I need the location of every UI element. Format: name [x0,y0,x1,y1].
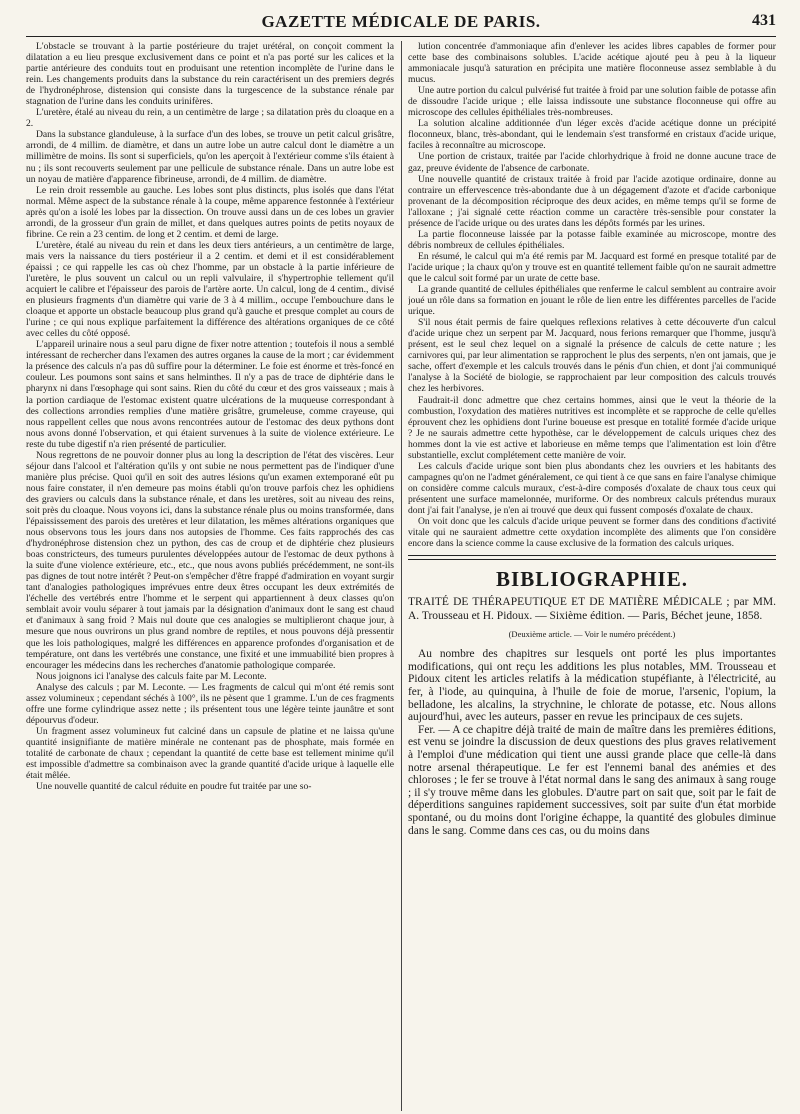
paragraph: L'obstacle se trouvant à la partie postérieure du trajet urétéral, on conçoit comment la dilatation a eu lieu presque exclusivement dans ce point et n'a pas porté sur les calices et la partie antérieure des conduits tout en produisant une retention incomplète de l'urine dans le rein. Les changements produits dans la substance du rein caractérisent un des premiers degrés de l'hydronéphrose, distension qui consiste dans la turgescence de la substance rénale par stagnation de l'urine dans les conduits urinifères. [26,41,394,108]
paragraph: En résumé, le calcul qui m'a été remis par M. Jacquard est formé en presque totalité par de l'acide urique ; la chaux qu'on y trouve est en quantité tellement faible qu'on ne saurait admettre que le calcul soit formé par un urate de cette base. [408,250,776,284]
paragraph: La grande quantité de cellules épithéliales que renferme le calcul semblent au contraire avoir joué un rôle dans sa formation en jouant le rôle de lien entre les différentes parcelles de l'acide urique. [408,284,776,318]
paragraph: Une autre portion du calcul pulvérisé fut traitée à froid par une solution faible de potasse afin de dissoudre l'acide urique ; elle laissa indissoute une substance floconneuse qui offre au microscope des cellules épithéliales très-nombreuses. [408,85,776,119]
journal-title: GAZETTE MÉDICALE DE PARIS. [261,12,541,31]
paragraph: Le rein droit ressemble au gauche. Les lobes sont plus distincts, plus isolés que dans l'état normal. Même aspect de la substance rénale à la coupe, même apparence festonnée à l'extérieur après qu'on a isolé les lobes par la dissection. On trouve aussi dans un de ces lobes un gravier arrondi, de la grosseur d'un grain de millet, et dans quelques autres points de petits noyaux de fibrine. Ce rein a 23 centim. de long et 2 centim. et demi de large. [26,184,394,240]
paragraph: Au nombre des chapitres sur lesquels ont porté les plus importantes modifications, qui ont reçu les additions les plus notables, MM. Trousseau et Pidoux citent les articles relatifs à la médication stupéfiante, à l'électricité, au fer, à l'iode, au quinquina, à l'huile de foie de morue, l'arsenic, l'opium, la belladone, les alcalins, la strychnine, le chlorate de potasse, etc. Nous allons aujourd'hui, avec les auteurs, passer en revue les principaux de ces sujets. [408,648,776,724]
paragraph: Dans la substance glanduleuse, à la surface d'un des lobes, se trouve un petit calcul grisâtre, arrondi, de 4 millim. de diamètre, et dans un autre lobe un autre calcul dont le diamètre a un millimètre de moins. Ils sont si superficiels, qu'on les aperçoit à l'extérieur comme s'ils étaient à nu ; ils sont recouverts seulement par une pellicule de substance rénale. Dans un autre lobe est un noyau de matière d'apparence fibrineuse, arrondi, de 4 millim. de diamètre. [26,129,394,185]
paragraph: Les calculs d'acide urique sont bien plus abondants chez les ouvriers et les habitants des campagnes qu'on ne l'admet généralement, ce qui tient à ce que sans en faire l'analyse chimique on considère comme calculs muraux, c'est-à-dire composés d'oxalate de chaux tous ceux qui présentent une surface mamelonnée, muriforme. Or des nombreux calculs prétendus muraux dont j'ai fait l'analyse, je n'en ai trouvé que deux qui fussent composés d'oxalate de chaux. [408,460,776,516]
columns [26,41,776,1111]
paragraph: Analyse des calculs ; par M. Leconte. — Les fragments de calcul qui m'ont été remis sont assez volumineux ; cependant séchés à 100°, ils ne pèsent que 1 gramme. L'un de ces fragments offre une forme cylindrique assez nette ; ils présentent tous une légère teinte jaunâtre et sont dépourvus d'odeur. [26,681,394,726]
article-note: (Deuxième article. — Voir le numéro précédent.) [508,629,676,640]
paragraph: Nous regrettons de ne pouvoir donner plus au long la description de l'état des viscères. Leur séjour dans l'alcool et l'altération qu'ils y ont subie ne nous permettent pas de l'indiquer d'une manière plus précise. Quoi qu'il en soit des autres lésions qu'un examen extemporané eût pu nous faire constater, il n'en demeure pas moins établi qu'on trouve parfois chez les ophidiens des graviers ou calculs dans la substance rénale, et dans les uretères, soit au niveau des reins, soit près du cloaque. Nous voyons ici, dans la substance rénale plus ou moins transformée, dans l'épaississement des parois des uretères et leur dilatation, les mêmes altérations organiques que nous observons tous les jours dans nos autopsies de l'homme. Ces faits rapprochés des cas d'hydronéphrose distension chez un python, des cas de croup et de diphtérie chez plusieurs boas constricteurs, des tumeurs purulentes développées autour de l'estomac de deux pythons à la suite d'une violence extérieure, etc., etc., que nous avons publiés précédemment, ne sont-ils pas dignes de tout notre intérêt ? Peut-on s'empêcher d'être frappé d'admiration en voyant surgir tant d'analogies pathologiques imprévues entre deux êtres occupant les deux extrémités de l'échelle des vertébrés entre l'homme et le serpent qui appartiennent à deux classes qu'on semblait avoir voulu séparer à tout jamais par la désignation d'animaux dont le sang est chaud et d'animaux à sang froid ? Mais nul doute que ces analogies se multiplieront chaque jour, à mesure que nous ouvrirons un plus grand nombre de reptiles, et nous pouvons déjà pressentir que les lois pathologiques, malgré les différences en apparence profondes d'organisation et de température, ont dans les vertébrés une constance, une fixité et une immuabilité bien propres à encourager les médecins dans les recherches d'anatomie pathologique comparée. [26,449,394,671]
paragraph: S'il nous était permis de faire quelques reflexions relatives à cette découverte d'un calcul d'acide urique chez un serpent par M. Jacquard, nous ferions remarquer que l'homme, jusqu'à présent, est le seul chez lequel on a signalé la présence de calculs de cette nature ; les carnivores qui, par leur alimentation se rapprochent le plus des serpents, n'en ont jamais, que je sache, offert d'exemple et les calculs trouvés dans le pénis d'un chien, et dont j'ai communiqué l'analyse à la Société de biologie, se rapprochaient par leur composition des calculs trouvés chez les herbivores. [408,317,776,395]
paragraph: La partie floconneuse laissée par la potasse faible examinée au microscope, montre des débris nombreux de cellules épithéliales. [408,228,776,251]
paragraph: La solution alcaline additionnée d'un léger excès d'acide acétique donne un précipité floconneux, blanc, très-abondant, qui le lendemain s'est transformé en cristaux d'acide urique, faciles à reconnaître au microscope. [408,118,776,152]
paragraph: Une nouvelle quantité de cristaux traitée à froid par l'acide azotique ordinaire, donne au contraire un effervescence très-abondante due à un dégagement d'azote et d'acide carbonique provenant de la décomposition réciproque des deux acides, en même temps qu'il se forme de l'alloxane ; j'ai signalé cette réaction comme un caractère très-sensible pour constater la présence de l'acide urique ou des urates dans les dépôts formés par les urines. [408,173,776,229]
bibliography-text [408,648,776,837]
paragraph: Nous joignons ici l'analyse des calculs faite par M. Leconte. [36,670,267,682]
bibliography-heading: BIBLIOGRAPHIE. [496,567,688,592]
paragraph: Un fragment assez volumineux fut calciné dans un capsule de platine et ne laissa qu'une quantité insignifiante de matière minérale ne contenant pas de phosphate, mais formée en totalité de carbonate de chaux ; cependant la quantité de cette base est tellement minime qu'il est impossible d'admettre sa combinaison avec la grande quantité d'acide urique à laquelle elle était mêlée. [26,725,394,782]
paragraph: Une nouvelle quantité de calcul réduite en poudre fut traitée par une so- [36,781,312,793]
paragraph: Fer. — A ce chapitre déjà traité de main de maître dans les premières éditions, est venu se joindre la discussion de deux questions des plus graves relativement à l'emploi d'une médication qui tient une aussi grande place que celle-là dans notre arsenal thérapeutique. Le fer est l'ennemi banal des anémies et des chloroses ; le fer se trouve à l'état normal dans le sang des animaux à sang rouge ; il s'y trouve même dans les globules. D'autre part on sait que, soit par le fait de déperditions sanguines rapidement successives, soit par suite d'un état morbide spontané, ou du moins dont l'origine échappe, la quantité des globules diminue dans le sang. Comme dans ces cas, ou du moins dans [408,723,776,837]
left-column [26,41,394,1111]
book-citation: TRAITÉ DE THÉRAPEUTIQUE ET DE MATIÈRE MÉDICALE ; par MM. A. Trousseau et H. Pidoux. — Sixième édition. — Paris, Béchet jeune, 1858. [408,596,776,623]
page-number: 431 [752,12,776,29]
paragraph: L'uretère, étalé au niveau du rein et dans les deux tiers antérieurs, a un centimètre de large, mais vers la naissance du tiers postérieur il a 2 centim. et demi et il est considérablement épaissi ; ce qui rappelle les cas où chez l'homme, par un obstacle à la partie inférieure de l'uretère, le plus souvent un calcul ou un repli valvulaire, il s'hypertrophie tellement qu'il acquiert le calibre et l'épaisseur des parois de l'artère aorte. Un calcul, long de 4 centim., divisé en plusieurs fragments d'un diamètre qui varie de 3 à 4 millim., occupe l'embouchure dans le cloaque et apporte un obstacle beaucoup plus grand qu'à gauche et presque complet au cours de l'urine ; ce qui nous explique parfaitement la différence des altérations organiques de ce côté avec celles du côté opposé. [26,239,394,340]
paragraph: Une portion de cristaux, traitée par l'acide chlorhydrique à froid ne donne aucune trace de gaz, preuve évidente de l'absence de carbonate. [408,151,776,174]
right-column [408,41,776,1111]
page-header [26,8,776,37]
paragraph: L'appareil urinaire nous a seul paru digne de fixer notre attention ; toutefois il nous a semblé intéressant de rechercher dans l'examen des autres organes la cause de la mort ; car évidemment la présence des calculs n'a pas dû suffire pour la déterminer. Le foie est énorme et très-foncé en couleur. Les poumons sont sains et sans helminthes. Il n'y a pas de trace de diphtérie dans le pharynx ni dans l'œsophage qui sont sains. Rien du côté du cœur et des gros vaisseaux ; mais à la portion cardiaque de l'estomac existent quatre ulcérations de la muqueuse correspondant à des collections arrondies remplies d'une matière grisâtre, grumeleuse, comme crayeuse, qui nous rappellent celles que nous avons rencontrées autour de l'estomac des deux pythons dont nous avons donné l'observation, et qui étaient survenues à la suite de violence extérieure. Le reste du tube digestif n'a rien présenté de particulier. [26,339,394,450]
paragraph: Faudrait-il donc admettre que chez certains hommes, ainsi que le veut la théorie de la combustion, l'oxydation des matières nutritives est incomplète et se rapproche de celle qu'elles éprouvent chez les ophidiens dont l'urine boueuse est presque en totalité formée d'acide urique ? Je ne saurais admettre cette hypothèse, car le développement de calculs uriques chez des hommes dont la vie est active et laborieuse en même temps que l'alimentation est loin d'être substantielle, exclut complétement cette manière de voir. [408,394,776,461]
paragraph: lution concentrée d'ammoniaque afin d'enlever les acides libres capables de former pour cette base des combinaisons solubles. L'acide acétique ajouté peu à peu à la liqueur ammoniacale jusqu'à saturation en précipita une matière floconneuse assez semblable à du mucus. [408,41,776,86]
paragraph: L'uretère, étalé au niveau du rein, a un centimètre de large ; sa dilatation près du cloaque en a 2. [26,107,394,130]
right-column-text [408,41,776,549]
section-separator [408,555,776,560]
paragraph: On voit donc que les calculs d'acide urique peuvent se former dans des conditions d'activité vitale qui ne sauraient admettre cette oxydation incomplète des aliments que l'on considère encore dans la science comme la cause exclusive de la formation des calculs uriques. [408,516,776,550]
